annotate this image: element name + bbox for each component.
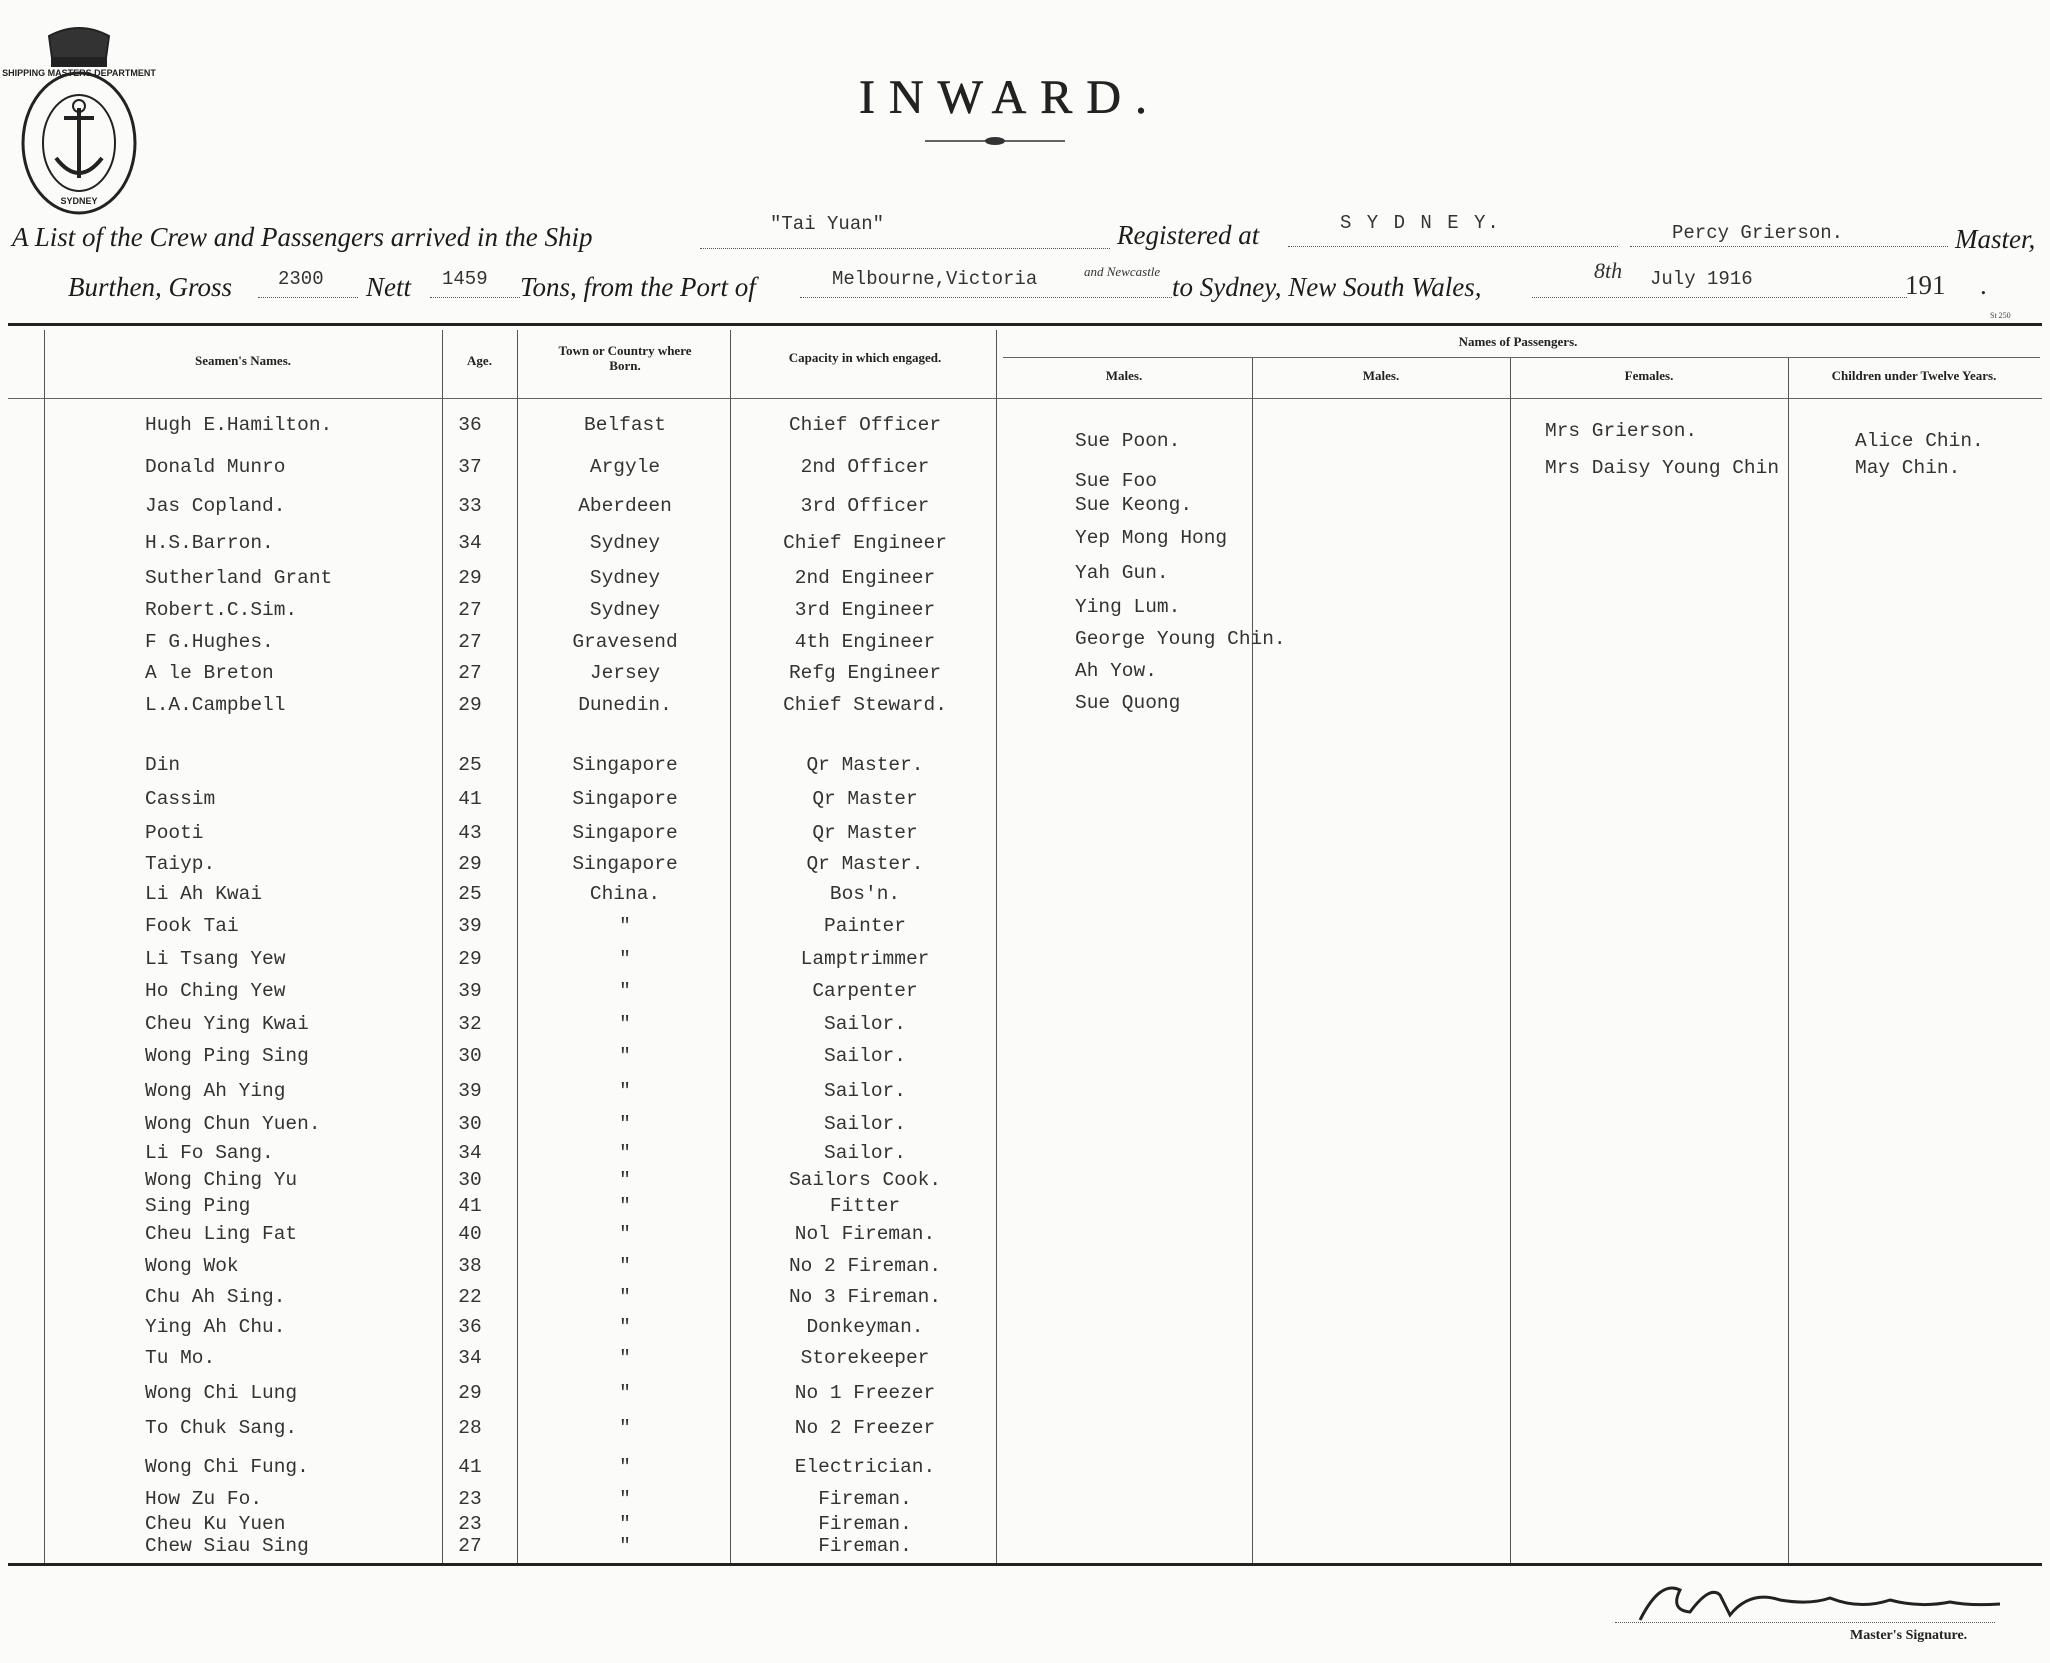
- col-header-name: Seamen's Names.: [194, 353, 292, 368]
- crew-name: Hugh E.Hamilton.: [145, 414, 333, 436]
- passenger-child: May Chin.: [1855, 457, 1961, 479]
- crew-row: [0, 1456, 2050, 1484]
- crew-capacity: Electrician.: [794, 1456, 936, 1478]
- crew-birthplace: Singapore: [572, 822, 678, 844]
- crew-capacity: Donkeyman.: [806, 1316, 924, 1338]
- crew-birthplace: Jersey: [589, 662, 661, 684]
- form-number: St 250: [1990, 311, 2011, 320]
- crew-row: [0, 980, 2050, 1008]
- ship-name: "Tai Yuan": [770, 213, 885, 235]
- crew-age: 32: [458, 1013, 482, 1035]
- crew-age: 22: [458, 1286, 482, 1308]
- crew-birthplace: ": [619, 948, 631, 970]
- ship-name-line: [700, 248, 1110, 249]
- master-name: Percy Grierson.: [1672, 222, 1844, 244]
- signature-label: Master's Signature.: [1850, 1628, 1968, 1643]
- crew-birthplace: Belfast: [584, 414, 666, 436]
- crew-capacity: Qr Master.: [806, 754, 924, 776]
- crew-birthplace: Gravesend: [572, 631, 678, 653]
- col-header-passengers: Names of Passengers.: [1458, 334, 1578, 349]
- passengers-subrule: [1003, 357, 2040, 358]
- crew-row: [0, 1488, 2050, 1516]
- crew-capacity: 2nd Engineer: [794, 567, 936, 589]
- shipping-master-stamp: [2, 18, 156, 208]
- crew-capacity: Nol Fireman.: [794, 1223, 936, 1245]
- crew-birthplace: ": [619, 1286, 631, 1308]
- crew-capacity: Qr Master.: [806, 853, 924, 875]
- crew-name: F G.Hughes.: [145, 631, 274, 653]
- crew-name: Cassim: [145, 788, 216, 810]
- crew-capacity: Storekeeper: [800, 1347, 930, 1369]
- crew-name: Chew Siau Sing: [145, 1535, 309, 1557]
- passenger-male: Yah Gun.: [1075, 562, 1169, 584]
- crew-name: Pooti: [145, 822, 204, 844]
- registered-label: Registered at: [1117, 220, 1260, 250]
- crew-capacity: Painter: [824, 915, 906, 937]
- crew-age: 41: [458, 1195, 482, 1217]
- crew-name: A le Breton: [145, 662, 274, 684]
- burthen-label: Burthen, Gross: [68, 272, 233, 302]
- crew-age: 29: [458, 1382, 482, 1404]
- crew-age: 34: [458, 1142, 482, 1164]
- crew-capacity: Fireman.: [818, 1488, 912, 1510]
- crew-capacity: Sailor.: [824, 1142, 906, 1164]
- crew-birthplace: ": [619, 1223, 631, 1245]
- crew-name: Wong Chi Fung.: [145, 1456, 309, 1478]
- crew-age: 37: [458, 456, 482, 478]
- crew-birthplace: ": [619, 1142, 631, 1164]
- crew-age: 39: [458, 1080, 482, 1102]
- title-ornament: [925, 135, 1065, 147]
- crew-row: [0, 567, 2050, 595]
- signature-text: P.G.Grierson: [1620, 1570, 1628, 1571]
- crew-birthplace: ": [619, 1013, 631, 1035]
- crew-birthplace: ": [619, 1347, 631, 1369]
- master-line: [1630, 246, 1948, 247]
- to-port-label: to Sydney, New South Wales,: [1172, 272, 1482, 302]
- crew-row: [0, 1080, 2050, 1108]
- crew-name: To Chuk Sang.: [145, 1417, 298, 1439]
- crew-age: 41: [458, 1456, 482, 1478]
- crew-age: 28: [458, 1417, 482, 1439]
- crew-birthplace: Aberdeen: [578, 495, 672, 517]
- date-line: [1532, 297, 1907, 298]
- crew-capacity: 3rd Officer: [800, 495, 930, 517]
- table-top-rule: [8, 323, 2042, 326]
- crew-capacity: Sailor.: [824, 1113, 906, 1135]
- crew-name: Ying Ah Chu.: [145, 1316, 286, 1338]
- crew-capacity: Fireman.: [818, 1535, 912, 1557]
- passenger-male: Ying Lum.: [1075, 596, 1181, 618]
- nett-tons: 1459: [442, 268, 488, 290]
- crew-capacity: No 2 Freezer: [794, 1417, 936, 1439]
- from-port-note: and Newcastle: [1084, 264, 1161, 279]
- crew-row: [0, 1045, 2050, 1073]
- crew-row: [0, 1316, 2050, 1344]
- crew-birthplace: ": [619, 1195, 631, 1217]
- gross-line: [258, 297, 358, 298]
- nett-line: [430, 297, 520, 298]
- crew-age: 30: [458, 1045, 482, 1067]
- crew-name: Wong Ping Sing: [145, 1045, 309, 1067]
- crew-age: 27: [458, 662, 482, 684]
- crew-name: Wong Chi Lung: [145, 1382, 298, 1404]
- arrival-date: July 1916: [1650, 268, 1753, 290]
- crew-birthplace: ": [619, 1255, 631, 1277]
- crew-name: Sutherland Grant: [145, 567, 333, 589]
- crew-age: 39: [458, 980, 482, 1002]
- stamp-city: SYDNEY: [60, 196, 98, 206]
- master-label: Master,: [1955, 224, 2036, 254]
- crew-name: Jas Copland.: [145, 495, 286, 517]
- crew-birthplace: Singapore: [572, 788, 678, 810]
- crew-name: Li Tsang Yew: [145, 948, 286, 970]
- crew-capacity: Bos'n.: [829, 883, 901, 905]
- crew-capacity: Fitter: [829, 1195, 901, 1217]
- crew-name: Li Ah Kwai: [145, 883, 263, 905]
- crew-age: 41: [458, 788, 482, 810]
- master-signature: [1620, 1570, 2010, 1630]
- crew-row: [0, 883, 2050, 911]
- crew-capacity: Qr Master: [812, 788, 918, 810]
- crew-age: 29: [458, 853, 482, 875]
- gross-tons: 2300: [278, 268, 324, 290]
- crew-row: [0, 1347, 2050, 1375]
- crew-name: Li Fo Sang.: [145, 1142, 274, 1164]
- crew-capacity: Qr Master: [812, 822, 918, 844]
- crew-birthplace: Singapore: [572, 754, 678, 776]
- crew-capacity: No 1 Freezer: [794, 1382, 936, 1404]
- crew-capacity: Sailors Cook.: [788, 1169, 942, 1191]
- crew-name: Wong Ching Yu: [145, 1169, 298, 1191]
- crew-birthplace: Sydney: [589, 567, 661, 589]
- passenger-female: Mrs Daisy Young Chin: [1545, 457, 1780, 479]
- crew-capacity: 3rd Engineer: [794, 599, 936, 621]
- passenger-male: Sue Keong.: [1075, 494, 1193, 516]
- crew-name: Ho Ching Yew: [145, 980, 286, 1002]
- crew-row: [0, 853, 2050, 881]
- crew-name: Donald Munro: [145, 456, 286, 478]
- crew-age: 30: [458, 1169, 482, 1191]
- col-header-capacity: Capacity in which engaged.: [788, 350, 942, 365]
- crew-name: Tu Mo.: [145, 1347, 216, 1369]
- col-header-age: Age.: [467, 353, 492, 368]
- crew-name: Wong Ah Ying: [145, 1080, 286, 1102]
- crew-name: Cheu Ku Yuen: [145, 1513, 286, 1535]
- crew-birthplace: ": [619, 1488, 631, 1510]
- crew-age: 39: [458, 915, 482, 937]
- crew-age: 29: [458, 567, 482, 589]
- document-title: INWARD.: [859, 71, 1161, 124]
- crew-row: [0, 1013, 2050, 1041]
- nett-label: Nett: [366, 272, 411, 302]
- crew-age: 25: [458, 883, 482, 905]
- table-bottom-rule: [8, 1563, 2042, 1566]
- passenger-child: Alice Chin.: [1855, 430, 1984, 452]
- crew-name: Chu Ah Sing.: [145, 1286, 286, 1308]
- crew-row: [0, 915, 2050, 943]
- crew-name: H.S.Barron.: [145, 532, 274, 554]
- crew-name: How Zu Fo.: [145, 1488, 263, 1510]
- crew-birthplace: ": [619, 1513, 631, 1535]
- passenger-female: Mrs Grierson.: [1545, 420, 1698, 442]
- crew-row: [0, 414, 2050, 442]
- crew-row: [0, 754, 2050, 782]
- crew-birthplace: ": [619, 980, 631, 1002]
- year-dot: .: [1980, 270, 1987, 300]
- crew-birthplace: Sydney: [589, 532, 661, 554]
- crew-capacity: Chief Officer: [788, 414, 942, 436]
- crew-name: Taiyp.: [145, 853, 216, 875]
- crew-name: Fook Tai: [145, 915, 239, 937]
- crew-name: Wong Wok: [145, 1255, 239, 1277]
- passenger-male: Sue Quong: [1075, 692, 1181, 714]
- crew-birthplace: ": [619, 1113, 631, 1135]
- crew-age: 38: [458, 1255, 482, 1277]
- crew-birthplace: ": [619, 1382, 631, 1404]
- crew-row: [0, 822, 2050, 850]
- from-port-line: [800, 297, 1172, 298]
- arrival-day: 8th: [1594, 258, 1623, 283]
- crew-capacity: Chief Steward.: [783, 694, 947, 716]
- crew-row: [0, 532, 2050, 560]
- crew-capacity: Carpenter: [812, 980, 918, 1002]
- crew-name: Wong Chun Yuen.: [145, 1113, 321, 1135]
- crew-row: [0, 1286, 2050, 1314]
- passenger-male: Yep Mong Hong: [1075, 527, 1228, 549]
- crew-age: 43: [458, 822, 482, 844]
- crew-birthplace: Sydney: [589, 599, 661, 621]
- crew-capacity: No 2 Fireman.: [788, 1255, 942, 1277]
- list-label: A List of the Crew and Passengers arrived in the Ship: [12, 222, 593, 252]
- crew-capacity: Sailor.: [824, 1080, 906, 1102]
- crew-row: [0, 662, 2050, 690]
- crew-row: [0, 495, 2050, 523]
- crew-age: 27: [458, 1535, 482, 1557]
- crew-birthplace: Dunedin.: [578, 694, 672, 716]
- crew-row: [0, 1113, 2050, 1141]
- crew-birthplace: ": [619, 1169, 631, 1191]
- crew-row: [0, 1417, 2050, 1445]
- crew-age: 27: [458, 631, 482, 653]
- crew-birthplace: ": [619, 1045, 631, 1067]
- col-header-town: Town or Country where Born.: [558, 343, 692, 373]
- crew-capacity: Sailor.: [824, 1045, 906, 1067]
- crew-age: 30: [458, 1113, 482, 1135]
- crew-row: [0, 631, 2050, 659]
- crew-capacity: Fireman.: [818, 1513, 912, 1535]
- crew-row: [0, 1142, 2050, 1170]
- crew-capacity: Sailor.: [824, 1013, 906, 1035]
- crew-age: 34: [458, 532, 482, 554]
- crew-birthplace: ": [619, 1316, 631, 1338]
- crew-birthplace: ": [619, 915, 631, 937]
- crew-birthplace: ": [619, 1535, 631, 1557]
- crew-name: Robert.C.Sim.: [145, 599, 298, 621]
- crew-row: [0, 1535, 2050, 1563]
- crew-name: L.A.Campbell: [145, 694, 286, 716]
- crew-age: 36: [458, 414, 482, 436]
- crew-name: Din: [145, 754, 181, 776]
- crew-row: [0, 694, 2050, 722]
- crew-birthplace: ": [619, 1080, 631, 1102]
- crew-capacity: No 3 Fireman.: [788, 1286, 942, 1308]
- registered-line: [1288, 246, 1618, 247]
- col-header-males-2: Males.: [1362, 368, 1400, 383]
- crew-row: [0, 948, 2050, 976]
- crew-birthplace: China.: [589, 883, 661, 905]
- crew-capacity: 2nd Officer: [800, 456, 930, 478]
- crew-row: [0, 788, 2050, 816]
- signature-line: [1615, 1622, 1995, 1623]
- crew-age: 23: [458, 1488, 482, 1510]
- stamp-text: SHIPPING MASTERS DEPARTMENT: [2, 68, 156, 78]
- crew-row: [0, 1223, 2050, 1251]
- crew-name: Cheu Ling Fat: [145, 1223, 298, 1245]
- passenger-male: Ah Yow.: [1075, 660, 1157, 682]
- col-header-females: Females.: [1624, 368, 1674, 383]
- col-header-children: Children under Twelve Years.: [1831, 368, 1997, 383]
- header-bottom-rule: [8, 398, 2042, 399]
- crew-row: [0, 1382, 2050, 1410]
- passenger-male: Sue Poon.: [1075, 430, 1181, 452]
- crew-row: [0, 1169, 2050, 1197]
- crew-name: Sing Ping: [145, 1195, 251, 1217]
- crew-row: [0, 599, 2050, 627]
- crew-capacity: 4th Engineer: [794, 631, 936, 653]
- crew-name: Cheu Ying Kwai: [145, 1013, 309, 1035]
- year-prefix: 191: [1905, 270, 1946, 300]
- crew-age: 29: [458, 948, 482, 970]
- crew-age: 27: [458, 599, 482, 621]
- crew-age: 23: [458, 1513, 482, 1535]
- crew-age: 25: [458, 754, 482, 776]
- from-port: Melbourne,Victoria: [832, 268, 1038, 290]
- crew-capacity: Chief Engineer: [783, 532, 947, 554]
- crew-age: 40: [458, 1223, 482, 1245]
- crew-birthplace: Argyle: [589, 456, 661, 478]
- passenger-male: George Young Chin.: [1075, 628, 1286, 650]
- tons-label: Tons, from the Port of: [520, 272, 756, 302]
- col-header-males: Males.: [1105, 368, 1143, 383]
- crew-birthplace: Singapore: [572, 853, 678, 875]
- registered-port: S Y D N E Y.: [1340, 212, 1501, 234]
- crew-age: 34: [458, 1347, 482, 1369]
- crew-row: [0, 1195, 2050, 1223]
- crew-age: 33: [458, 495, 482, 517]
- crew-age: 29: [458, 694, 482, 716]
- passenger-male: Sue Foo: [1075, 470, 1157, 492]
- crew-birthplace: ": [619, 1417, 631, 1439]
- crew-age: 36: [458, 1316, 482, 1338]
- crew-capacity: Lamptrimmer: [800, 948, 930, 970]
- crew-capacity: Refg Engineer: [788, 662, 942, 684]
- crew-row: [0, 1255, 2050, 1283]
- crew-birthplace: ": [619, 1456, 631, 1478]
